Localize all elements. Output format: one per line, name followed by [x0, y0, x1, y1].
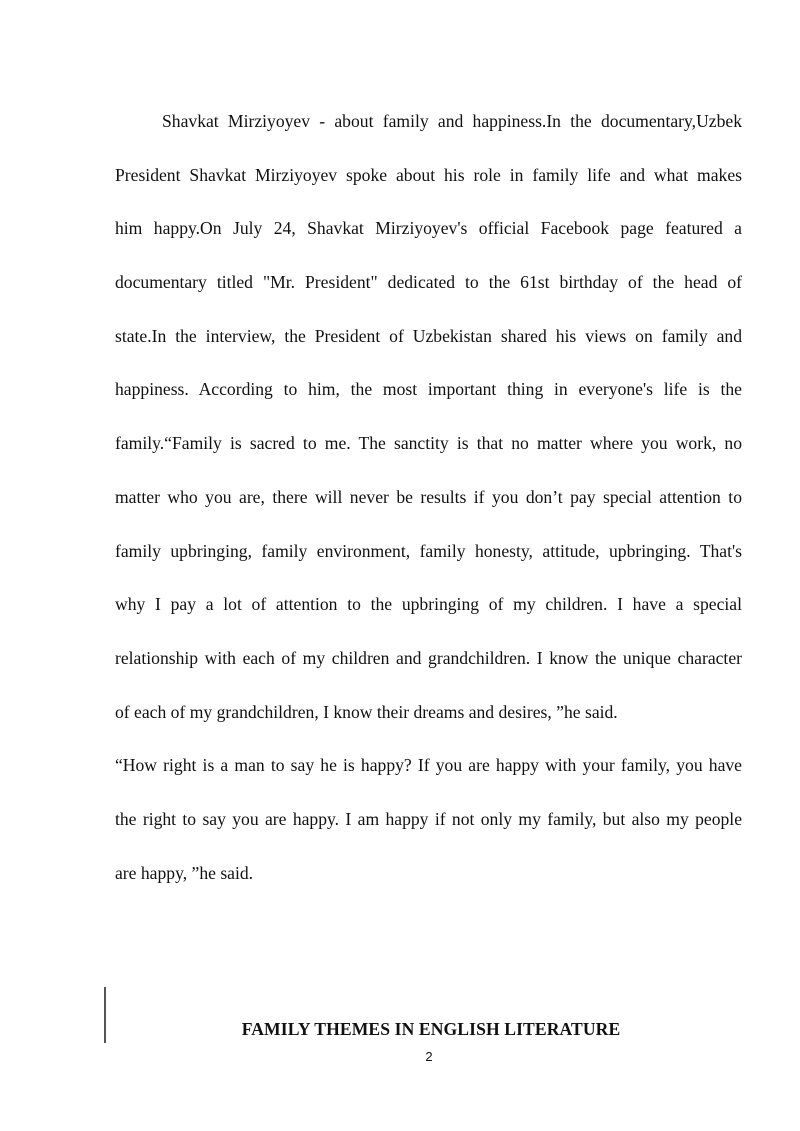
section-heading: FAMILY THEMES IN ENGLISH LITERATURE: [241, 1019, 621, 1039]
paragraph-1: [115, 95, 742, 739]
text-line: state.In the interview, the President of Uzbekistan shared his views on family and: [115, 325, 742, 346]
text-line: him happy.On July 24, Shavkat Mirziyoyev's official Facebook page featured a: [115, 218, 742, 239]
text-line: relationship with each of my children and grandchildren. I know the unique character: [115, 647, 742, 668]
text-line: happiness. According to him, the most important thing in everyone's life is the: [115, 379, 742, 400]
text-line: the right to say you are happy. I am happy if not only my family, but also my people: [115, 808, 742, 829]
text-line: documentary titled "Mr. President" dedicated to the 61st birthday of the head of: [115, 272, 742, 293]
text-line: family upbringing, family environment, family honesty, attitude, upbringing. That's: [115, 540, 742, 561]
body-text: [115, 95, 742, 900]
text-line: President Shavkat Mirziyoyev spoke about his role in family life and what makes: [115, 164, 742, 185]
page-number: 2: [425, 1049, 433, 1064]
text-line: of each of my grandchildren, I know their dreams and desires, ”he said.: [115, 701, 618, 722]
paragraph-2: [115, 739, 742, 900]
text-line: family.“Family is sacred to me. The sanctity is that no matter where you work, no: [115, 433, 742, 454]
text-line: Shavkat Mirziyoyev - about family and happiness.In the documentary,Uzbek: [162, 111, 742, 131]
text-line: “How right is a man to say he is happy? If you are happy with your family, you have: [115, 755, 742, 776]
text-line: why I pay a lot of attention to the upbringing of my children. I have a special: [115, 594, 742, 615]
text-line: matter who you are, there will never be results if you don’t pay special attention to: [115, 486, 742, 507]
text-line: are happy, ”he said.: [115, 862, 254, 883]
